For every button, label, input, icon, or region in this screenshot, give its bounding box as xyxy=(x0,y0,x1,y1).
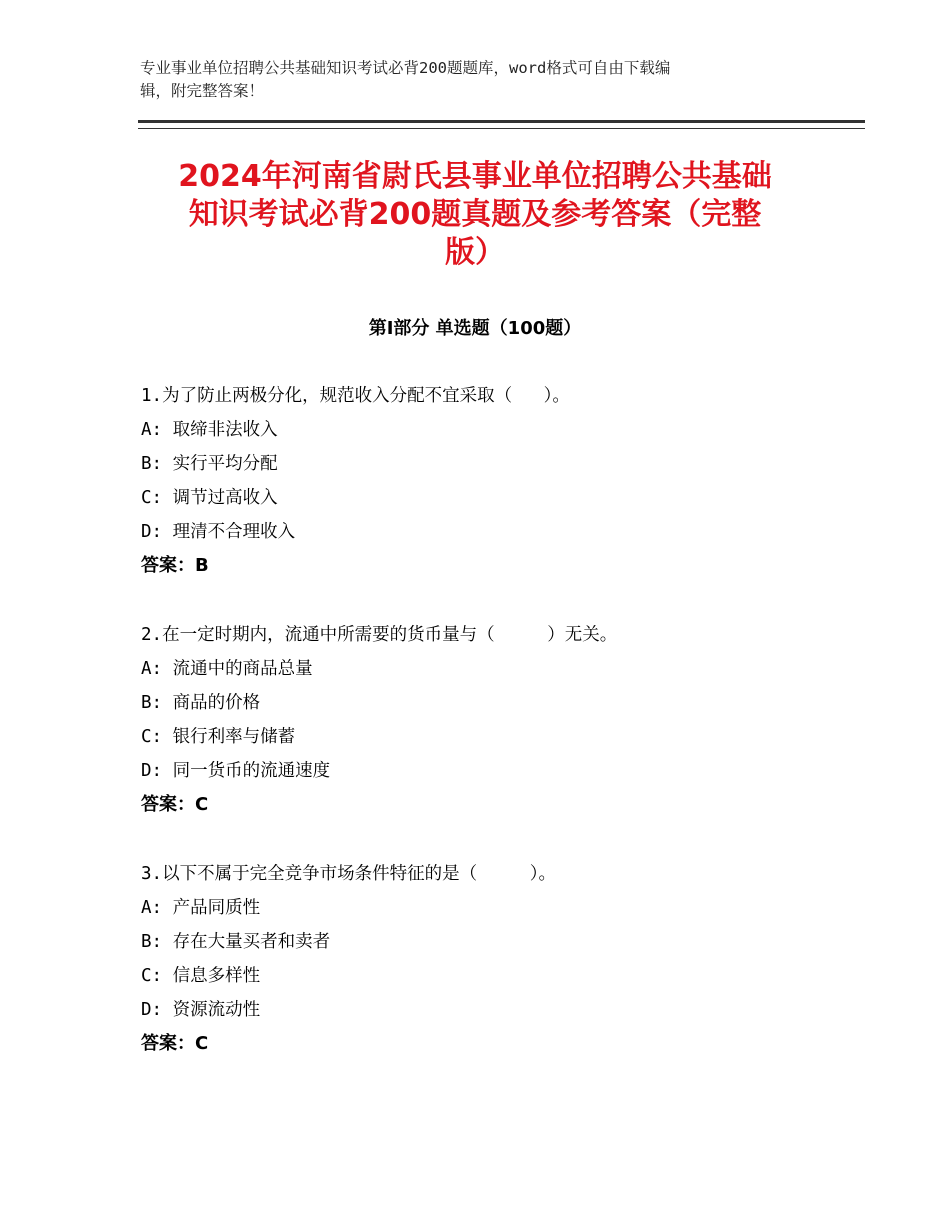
section-heading: 第Ⅰ部分 单选题（100题） xyxy=(368,318,582,339)
question-2 xyxy=(141,621,841,825)
document-title-line-3: 版） xyxy=(445,235,505,270)
question-stem: 2.在一定时期内，流通中所需要的货币量与（ ）无关。 xyxy=(141,625,618,645)
header-note-line-1: 专业事业单位招聘公共基础知识考试必背200题题库，word格式可自由下载编 xyxy=(140,59,671,77)
option-c: C: 银行利率与储蓄 xyxy=(141,727,296,747)
option-d: D: 资源流动性 xyxy=(141,1000,261,1020)
option-a: A: 流通中的商品总量 xyxy=(141,659,313,679)
question-1 xyxy=(141,382,841,586)
document-title-line-1: 2024年河南省尉氏县事业单位招聘公共基础 xyxy=(178,159,772,194)
option-d: D: 同一货币的流通速度 xyxy=(141,761,331,781)
option-c: C: 调节过高收入 xyxy=(141,488,278,508)
option-c: C: 信息多样性 xyxy=(141,966,261,986)
option-b: B: 商品的价格 xyxy=(141,693,261,713)
question-3 xyxy=(141,860,841,1064)
header-note xyxy=(140,57,800,103)
answer: 答案：C xyxy=(141,1033,209,1054)
option-d: D: 理清不合理收入 xyxy=(141,522,296,542)
question-stem: 3.以下不属于完全竞争市场条件特征的是（ ）。 xyxy=(141,864,556,884)
header-note-line-2: 辑，附完整答案！ xyxy=(140,82,265,100)
question-stem: 1.为了防止两极分化，规范收入分配不宜采取（ ）。 xyxy=(141,386,570,406)
option-a: A: 产品同质性 xyxy=(141,898,261,918)
answer: 答案：B xyxy=(141,555,209,576)
header-divider xyxy=(138,120,865,129)
answer: 答案：C xyxy=(141,794,209,815)
document-title xyxy=(100,158,850,272)
document-title-line-2: 知识考试必背200题真题及参考答案（完整 xyxy=(188,197,762,232)
option-b: B: 实行平均分配 xyxy=(141,454,278,474)
option-b: B: 存在大量买者和卖者 xyxy=(141,932,331,952)
option-a: A: 取缔非法收入 xyxy=(141,420,278,440)
